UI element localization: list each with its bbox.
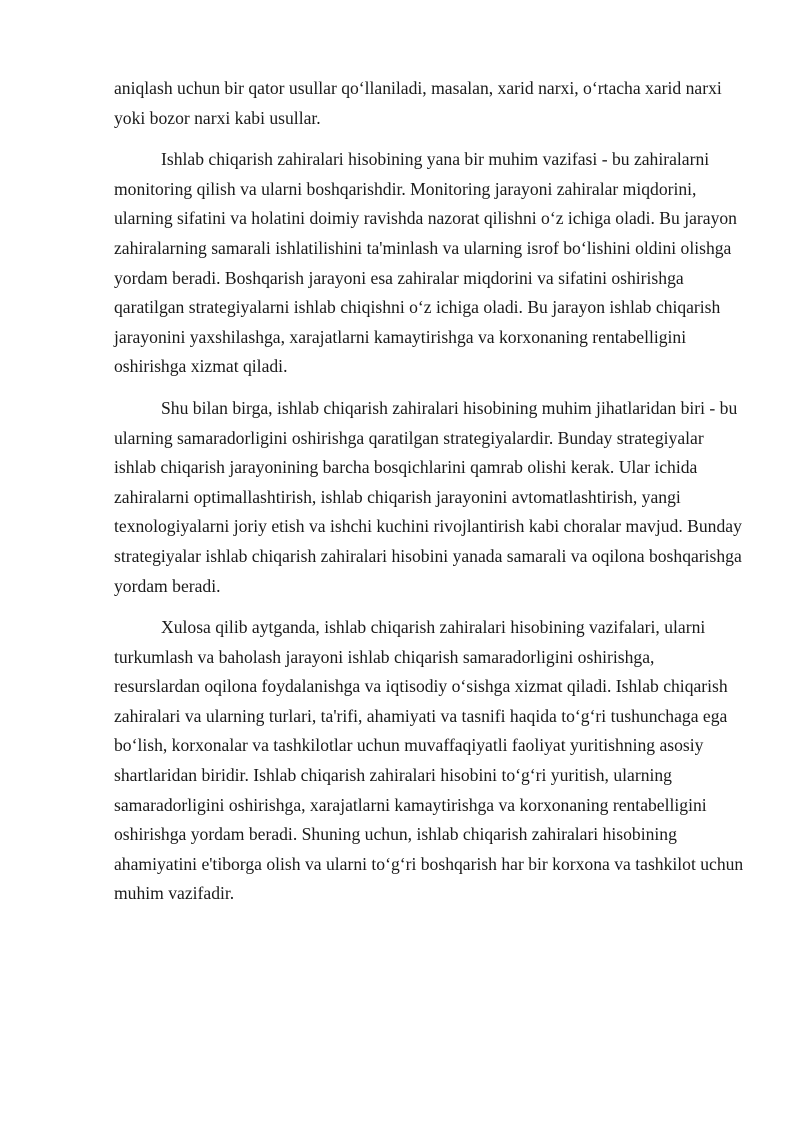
paragraph-strategies: Shu bilan birga, ishlab chiqarish zahiralari hisobining muhim jihatlaridan biri - bu ularning samaradorligini oshirishga qaratilgan strategiyalardir. Bunday strategiyalar ishlab chiqarish jarayonining barcha bosqichlarini qamrab olishi kerak. Ular ichida zahiralarni optimallashtirish, ishlab chiqarish jarayonini avtomatlashtirish, yangi texnologiyalarni joriy etish va ishchi kuchini rivojlantirish kabi choralar mavjud. Bunday strategiyalar ishlab chiqarish zahiralari hisobini yanada samarali va oqilona boshqarishga yordam beradi. bbox=[114, 397, 742, 596]
paragraph-conclusion: Xulosa qilib aytganda, ishlab chiqarish zahiralari hisobining vazifalari, ularni turkumlash va baholash jarayoni ishlab chiqarish samaradorligini oshirishga, resurslardan oqilona foydalanishga va iqtisodiy o‘sishga xizmat qiladi. Ishlab chiqarish zahiralari va ularning turlari, ta'rifi, ahamiyati va tasnifi haqida to‘g‘ri tushunchaga ega bo‘lish, korxonalar va tashkilotlar uchun muvaffaqiyatli faoliyat yuritishning asosiy shartlaridan biridir. Ishlab chiqarish zahiralari hisobini to‘g‘ri yuritish, ularning samaradorligini oshirishga, xarajatlarni kamaytirishga va korxonaning rentabelligini oshirishga yordam beradi. Shuning uchun, ishlab chiqarish zahiralari hisobining ahamiyatini e'tiborga olish va ularni to‘g‘ri boshqarish har bir korxona va tashkilot uchun muhim vazifadir. bbox=[114, 617, 744, 904]
paragraph-monitoring: Ishlab chiqarish zahiralari hisobining yana bir muhim vazifasi - bu zahiralarni monitoring qilish va ularni boshqarishdir. Monitoring jarayoni zahiralar miqdorini, ularning sifatini va holatini doimiy ravishda nazorat qilishni o‘z ichiga oladi. Bu jarayon zahiralarning samarali ishlatilishini ta'minlash va ularning isrof bo‘lishini oldini olishga yordam beradi. Boshqarish jarayoni esa zahiralar miqdorini va sifatini oshirishga qaratilgan strategiyalarni ishlab chiqishni o‘z ichiga oladi. Bu jarayon ishlab chiqarish jarayonini yaxshilashga, xarajatlarni kamaytirishga va korxonaning rentabelligini oshirishga xizmat qiladi. bbox=[114, 149, 737, 377]
paragraph-continuation: aniqlash uchun bir qator usullar qo‘llaniladi, masalan, xarid narxi, o‘rtacha xarid narxi yoki bozor narxi kabi usullar. bbox=[114, 78, 722, 128]
document-body bbox=[114, 74, 744, 921]
